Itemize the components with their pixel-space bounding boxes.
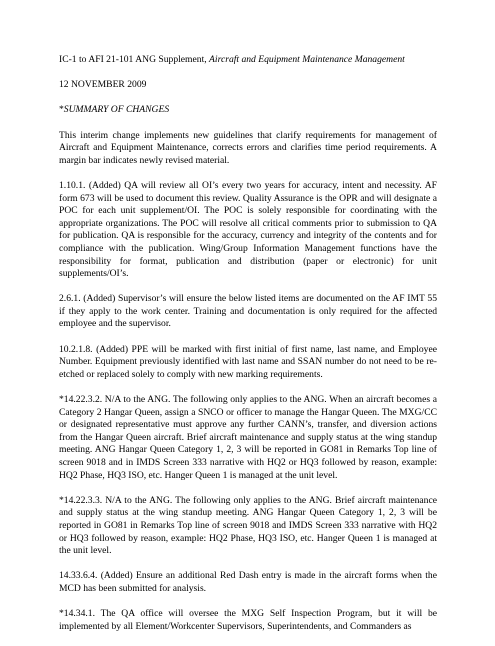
title-prefix: IC-1 to AFI 21-101 ANG Supplement, xyxy=(59,54,210,65)
title-italic: Aircraft and Equipment Maintenance Management xyxy=(209,54,405,65)
paragraph-14-22-3-2: *14.22.3.2. N/A to the ANG. The following only applies to the ANG. When an aircraft becomes a Category 2 Hangar Queen, assign a SNCO or officer to manage the Hangar Queen. The MXG/CC or designated representative must approve any further CANN’s, transfer, and diversion actions from the Hangar Queen aircraft. Brief aircraft maintenance and supply status at the wing standup meeting. ANG Hangar Queen Category 1, 2, 3 will be reported in GO81 in Remarks Top line of screen 9018 and in IMDS Screen 333 narrative with HQ2 or HQ3 followed by reason, example: HQ2 Phase, HQ3 ISO, etc. Hanger Queen 1 is managed at the unit level. xyxy=(59,394,437,481)
paragraph-intro: This interim change implements new guidelines that clarify requirements for management of Aircraft and Equipment Maintenance, corrects errors and clarifies time period requirements. A margin bar indicates newly revised material. xyxy=(59,129,437,166)
document-title xyxy=(59,54,437,67)
summary-asterisk: * xyxy=(59,104,64,116)
paragraph-14-33-6-4: 14.33.6.4. (Added) Ensure an additional Red Dash entry is made in the aircraft forms when the MCD has been submitted for analysis. xyxy=(59,570,437,594)
summary-heading xyxy=(59,104,437,117)
document-body xyxy=(59,54,437,646)
document-date: 12 NOVEMBER 2009 xyxy=(59,79,147,91)
paragraph-2-6-1: 2.6.1. (Added) Supervisor’s will ensure the below listed items are documented on the AF IMT 55 if they apply to the work center. Training and documentation is only required for the affected employee and the supervisor. xyxy=(59,293,437,330)
paragraph-14-22-3-3: *14.22.3.3. N/A to the ANG. The following only applies to the ANG. Brief aircraft maintenance and supply status at the wing standup meeting. ANG Hangar Queen Category 1, 2, 3 will be reported in GO81 in Remarks Top line of screen 9018 and IMDS Screen 333 narrative with HQ2 or HQ3 followed by reason, example: HQ2 Phase, HQ3 ISO, etc. Hanger Queen 1 is managed at the unit level. xyxy=(59,494,437,557)
paragraph-14-34-1: *14.34.1. The QA office will oversee the MXG Self Inspection Program, but it will be implemented by all Element/Workcenter Supervisors, Superintendents, and Commanders as xyxy=(59,608,437,632)
paragraph-1-10-1: 1.10.1. (Added) QA will review all OI’s every two years for accuracy, intent and necessity. AF form 673 will be used to document this review. Quality Assurance is the OPR and will designate a POC for each unit supplement/OI. The POC is solely responsible for coordinating with the appropriate organizations. The POC will resolve all critical comments prior to submission to QA for publication. QA is responsible for the accuracy, currency and integrity of the contents and for compliance with the publication. Wing/Group Information Management functions have the responsibility for format, publication and distribution (paper or electronic) for unit supplements/OI’s. xyxy=(59,179,437,280)
paragraph-10-2-1-8: 10.2.1.8. (Added) PPE will be marked with first initial of first name, last name, and Employee Number. Equipment previously identified with last name and SSAN number do not need to be re-etched or replaced solely to comply with new marking requirements. xyxy=(59,343,437,380)
summary-heading-text: SUMMARY OF CHANGES xyxy=(63,104,170,116)
